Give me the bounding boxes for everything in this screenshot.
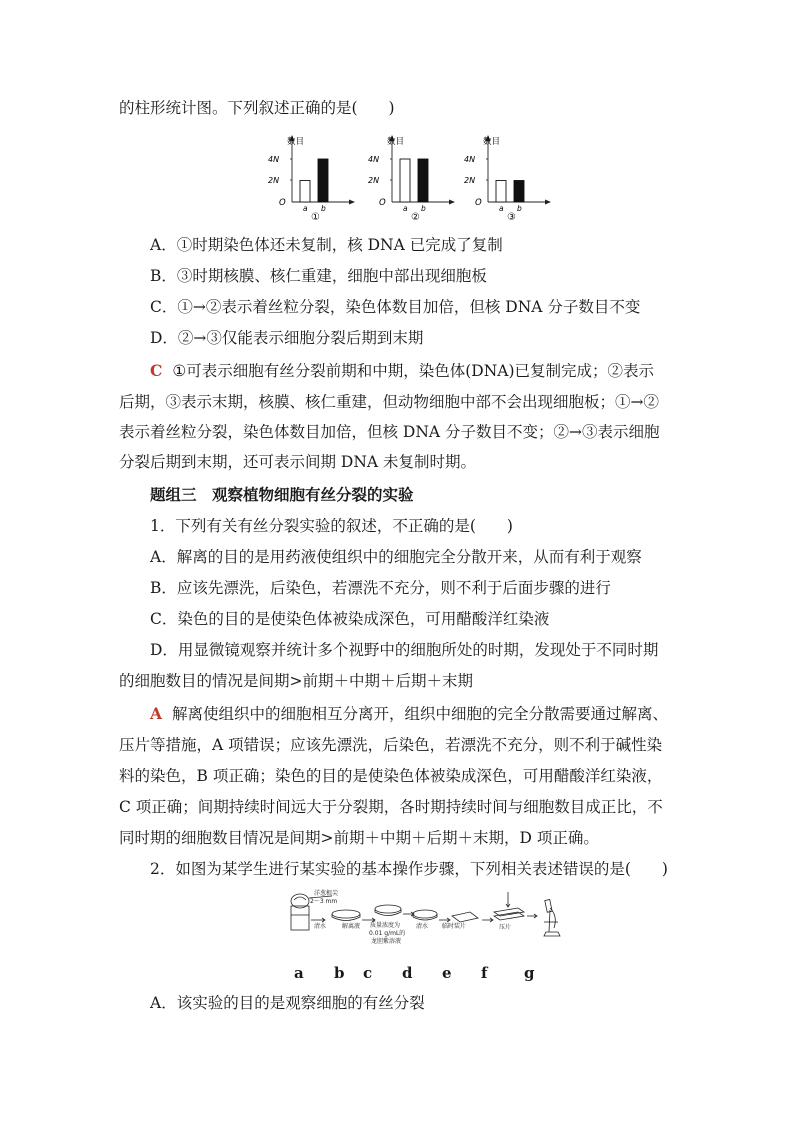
option-c: C．①→②表示着丝粒分裂，染色体数目加倍，但核 DNA 分子数目不变 <box>150 298 641 316</box>
step-label-e: e <box>442 964 452 982</box>
step-label-b: b <box>334 964 345 982</box>
y-tick-label: 4N <box>464 155 476 164</box>
bar-a <box>400 159 410 202</box>
bar-a <box>300 181 310 203</box>
root-tip-label: 洋葱根尖 <box>314 890 339 897</box>
step-label-c: c <box>363 964 373 982</box>
dissociation-label: 解离液 <box>342 923 361 930</box>
section-title: 题组三 观察植物细胞有丝分裂的实验 <box>150 485 414 504</box>
answer-letter: A <box>150 704 163 723</box>
water-label-2: 清水 <box>416 923 429 930</box>
step-label-d: d <box>402 964 413 982</box>
y-tick-label: 2N <box>464 176 476 185</box>
explanation-line: 后期，③表示末期，核膜、核仁重建，但动物细胞中部不会出现细胞板；①→② <box>119 393 659 411</box>
option-a: A．①时期染色体还未复制，核 DNA 已完成了复制 <box>150 236 503 254</box>
explanation-line: 压片等措施，A 项错误；应该先漂洗，后染色，若漂洗不充分，则不利于碱性染 <box>119 736 663 754</box>
x-tick-label: a <box>499 204 504 213</box>
water-label: 清水 <box>314 923 327 930</box>
y-axis-label: 数目 <box>287 137 305 147</box>
x-axis-arrow <box>349 200 355 205</box>
q1-option-a: A．解离的目的是用药液使组织中的细胞完全分散开来，从而有利于观察 <box>150 548 642 566</box>
option-d: D．②→③仅能表示细胞分裂后期到末期 <box>150 329 424 347</box>
stain-label-2: 0.01 g/mL的 <box>369 930 406 937</box>
q2-stem: 2．如图为某学生进行某实验的基本操作步骤，下列相关表述错误的是( ) <box>150 860 668 878</box>
experiment-procedure-figure <box>282 888 562 950</box>
q2-option-a: A．该实验的目的是观察细胞的有丝分裂 <box>150 994 425 1012</box>
x-tick-label: a <box>303 204 308 213</box>
q1-option-d-cont: 的细胞数目的情况是间期>前期＋中期＋后期＋末期 <box>119 672 473 690</box>
bar-b <box>418 159 428 202</box>
press-icon <box>494 908 524 916</box>
dish-icon <box>413 910 437 918</box>
slide-icon <box>452 912 478 922</box>
chart-id-label: ③ <box>507 212 516 222</box>
x-axis-arrow <box>449 200 455 205</box>
chart-id-label: ① <box>311 212 320 222</box>
origin-label: O <box>475 198 482 208</box>
q1-option-d: D．用显微镜观察并统计多个视野中的细胞所处的时期，发现处于不同时期 <box>150 641 659 659</box>
origin-label: O <box>279 198 286 208</box>
explanation-text: ①可表示细胞有丝分裂前期和中期，染色体(DNA)已复制完成；②表示 <box>172 362 655 380</box>
stain-label-3: 龙胆紫溶液 <box>371 938 402 945</box>
answer-letter: C <box>150 361 163 380</box>
y-tick-label: 4N <box>268 155 280 164</box>
step-label-a: a <box>294 964 304 982</box>
length-label: 2～3 mm <box>310 898 338 905</box>
y-axis-label: 数目 <box>483 137 501 147</box>
chart-id-label: ② <box>411 212 420 222</box>
q1-stem: 1．下列有关有丝分裂实验的叙述，不正确的是( ) <box>150 517 513 535</box>
x-tick-label: b <box>517 204 522 213</box>
y-tick-label: 2N <box>268 176 280 185</box>
y-axis-label: 数目 <box>387 137 405 147</box>
q1-option-b: B．应该先漂洗，后染色，若漂洗不充分，则不利于后面步骤的进行 <box>150 579 611 597</box>
explanation-line: 分裂后期到末期，还可表示间期 DNA 未复制时期。 <box>119 453 477 471</box>
explanation-text: 解离使组织中的细胞相互分离开，组织中细胞的完全分散需要通过解离、 <box>172 705 669 723</box>
dish-icon <box>332 910 360 918</box>
x-tick-label: a <box>403 204 408 213</box>
step-label-f: f <box>481 964 488 982</box>
dish-icon <box>375 905 401 913</box>
press-label: 压片 <box>499 924 512 931</box>
explanation-line: 料的染色，B 项正确；染色的目的是使染色体被染成深色，可用醋酸洋红染液， <box>119 767 663 785</box>
answer-explanation-line <box>150 360 654 382</box>
intro-line: 的柱形统计图。下列叙述正确的是( ) <box>119 99 395 117</box>
slide-label: 临时装片 <box>442 923 467 930</box>
bar-b <box>514 181 524 203</box>
step-label-g: g <box>524 964 535 982</box>
bar-chart-2 <box>368 128 474 222</box>
bar-chart-3 <box>464 128 570 222</box>
explanation-line: 同时期的细胞数目情况是间期>前期＋中期＋后期＋末期，D 项正确。 <box>119 829 599 847</box>
bar-b <box>318 159 328 202</box>
x-tick-label: b <box>421 204 426 213</box>
origin-label: O <box>379 198 386 208</box>
y-tick-label: 4N <box>368 155 380 164</box>
q1-answer-explanation-line <box>150 703 668 725</box>
y-tick-label: 2N <box>368 176 380 185</box>
bar-chart-1 <box>268 128 374 222</box>
beaker-icon <box>291 906 309 930</box>
stain-label-1: 质量浓度为 <box>370 922 401 929</box>
explanation-line: C 项正确；间期持续时间远大于分裂期，各时期持续时间与细胞数目成正比，不 <box>119 798 663 816</box>
x-tick-label: b <box>321 204 326 213</box>
bar-a <box>496 181 506 203</box>
q1-option-c: C．染色的目的是使染色体被染成深色，可用醋酸洋红染液 <box>150 610 550 628</box>
x-axis-arrow <box>545 200 551 205</box>
microscope-icon <box>544 900 560 936</box>
explanation-line: 表示着丝粒分裂，染色体数目加倍，但核 DNA 分子数目不变；②→③表示细胞 <box>119 423 660 441</box>
option-b: B．③时期核膜、核仁重建，细胞中部出现细胞板 <box>150 267 487 285</box>
